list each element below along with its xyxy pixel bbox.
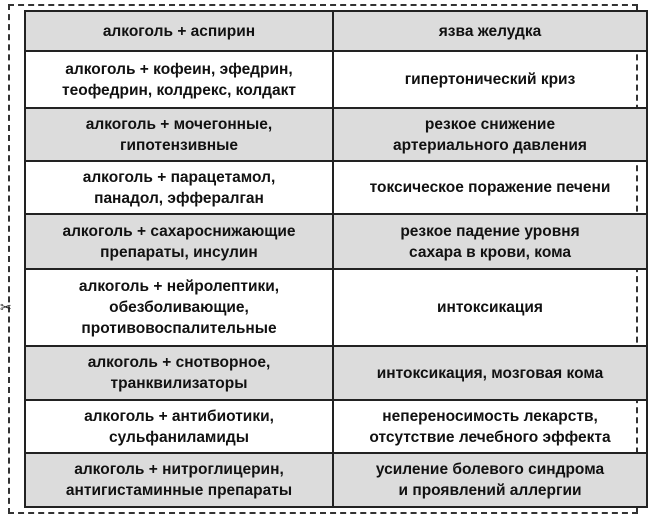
table-row xyxy=(25,346,647,400)
effect-cell: язва желудка xyxy=(333,11,647,51)
combination-cell: алкоголь + сахароснижающие препараты, инсулин xyxy=(25,214,333,269)
effect-cell: интоксикация, мозговая кома xyxy=(333,346,647,400)
effect-cell: интоксикация xyxy=(333,269,647,346)
effect-cell: токсическое поражение печени xyxy=(333,161,647,214)
combination-cell: алкоголь + снотворное, транквилизаторы xyxy=(25,346,333,400)
table-row xyxy=(25,161,647,214)
effect-cell: резкое снижение артериального давления xyxy=(333,108,647,161)
table-row xyxy=(25,51,647,108)
table-row xyxy=(25,11,647,51)
combination-cell: алкоголь + парацетамол, панадол, эффералган xyxy=(25,161,333,214)
effect-cell: непереносимость лекарств, отсутствие лечебного эффекта xyxy=(333,400,647,453)
combination-cell: алкоголь + аспирин xyxy=(25,11,333,51)
effect-cell: резкое падение уровня сахара в крови, кома xyxy=(333,214,647,269)
combination-cell: алкоголь + нейролептики, обезболивающие, противовоспалительные xyxy=(25,269,333,346)
combination-cell: алкоголь + антибиотики, сульфаниламиды xyxy=(25,400,333,453)
drug-interaction-table xyxy=(24,10,648,508)
scissors-icon: ✂ xyxy=(0,300,12,316)
table-row xyxy=(25,214,647,269)
table-row xyxy=(25,269,647,346)
combination-cell: алкоголь + мочегонные, гипотензивные xyxy=(25,108,333,161)
effect-cell: усиление болевого синдрома и проявлений аллергии xyxy=(333,453,647,507)
combination-cell: алкоголь + нитроглицерин, антигистаминные препараты xyxy=(25,453,333,507)
table-row xyxy=(25,108,647,161)
combination-cell: алкоголь + кофеин, эфедрин, теофедрин, колдрекс, колдакт xyxy=(25,51,333,108)
table-row xyxy=(25,453,647,507)
effect-cell: гипертонический криз xyxy=(333,51,647,108)
table-row xyxy=(25,400,647,453)
